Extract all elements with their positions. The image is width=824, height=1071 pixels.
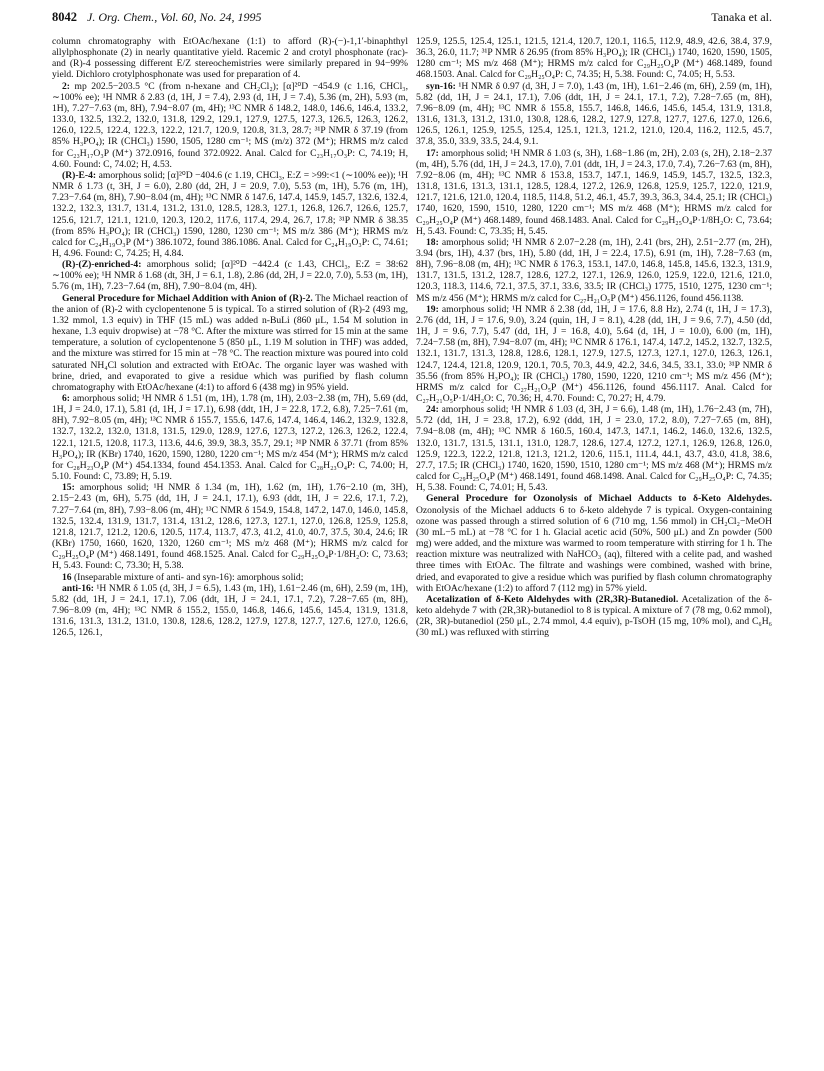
paragraph-text: Ozonolysis of the Michael adducts 6 to δ-keto aldehyde 7 is typical. Oxygen-containing ozone was passed through a stirred solution of 6 (710 mg, 1.56 mmol) in CH₂Cl₂−MeOH (30 mL−5 mL) at −78 °C for 1 h. Glacial acetic acid (50%, 500 μL) and Zn powder (500 mg) were added, and the mixture was warmed to room temperature with stirring for 1 h. The reaction mixture was neutralized with NaHCO₃ (aq), filtered with a celite pad, and washed three times with EtOAc. The filtrate and washings were combined, washed with brine, dried, and evaporated to give a residue which was purified by flash column chromatography with EtOAc/hexane (1:2) to afford 7 (112 mg) in 57% yield. — [416, 504, 772, 594]
run-in-heading: (R)-E-4: — [62, 169, 97, 181]
run-in-heading: 6: — [62, 393, 70, 404]
paragraph-text: amorphous solid; [α]²⁰D −442.4 (c 1.43, CHCl₃, E:Z = 38:62 ∼100% ee); ¹H NMR δ 1.68 (dt, 3H, J = 6.1, 1.8), 2.86 (dd, 2H, J = 22.0, 7.0), 5.53 (m, 1H), 5.76 (m, 1H), 7.23−7.64 (m, 8H), 7.90−8.04 (m, 4H). — [52, 259, 408, 293]
paragraph-text: amorphous solid; ¹H NMR δ 1.03 (d, 3H, J = 6.6), 1.48 (m, 1H), 1.76−2.43 (m, 7H), 5.72 (dd, 1H, J = 23.8, 17.2), 6.92 (ddd, 1H, J = 23.0, 17.2, 8.0), 7.27−7.65 (m, 8H), 7.94−8.08 (m, 4H); ¹³C NMR δ 160.5, 160.4, 147.3, 147.1, 146.2, 146.0, 132.6, 132.5, 132.0, 131.7, 131.5, 131.1, 131.0, 128.7, 128.6, 127.4, 127.2, 127.1, 126.9, 126.8, 126.0, 125.9, 122.3, 122.2, 121.8, 121.3, 121.2, 120.6, 115.1, 111.4, 44.1, 43.7, 43.0, 41.8, 38.6, 27.7, 17.5; IR (CHCl₃) 1740, 1620, 1590, 1510, 1280 cm⁻¹; MS m/z 468 (M⁺); HRMS m/z calcd for C₂₉H₂₅O₄P (M⁺) 468.1491, found 468.1498. Anal. Calcd for C₂₉H₂₅O₄P: C, 74.35; H, 5.38. Found: C, 74.01; H, 5.43. — [416, 404, 772, 494]
run-in-heading: syn-16: — [426, 80, 456, 92]
paragraph-text: ¹H NMR δ 0.97 (d, 3H, J = 7.0), 1.43 (m, 1H), 1.61−2.46 (m, 6H), 2.59 (m, 1H), 5.82 (dd, 1H, J = 24.1, 17.1), 7.06 (ddt, 1H, J = 24.1, 17.1, 7.2), 7.28−7.65 (m, 8H), 7.96−8.09 (m, 4H); ¹³C NMR δ 155.8, 155.7, 146.8, 146.6, 145.6, 145.4, 131.9, 131.8, 131.6, 131.3, 131.2, 131.0, 130.8, 128.6, 128.2, 127.9, 127.8, 127.7, 127.6, 127.0, 126.6, 126.5, 126.1, 125.9, 125.5, 125.4, 125.1, 121.3, 121.2, 121.0, 120.4, 116.2, 112.5, 45.7, 37.8, 35.0, 33.9, 33.5, 24.4, 9.1. — [416, 80, 772, 148]
left-text-column — [52, 36, 408, 638]
paragraph — [416, 493, 772, 593]
run-in-heading: 15: — [62, 482, 75, 494]
run-in-heading: 19: — [426, 303, 439, 315]
paragraph-text: Acetalization of the δ-keto aldehyde 7 with (2R,3R)-butanediol to 8 is typical. A mixture of 7 (78 mg, 0.62 mmol), (2R, 3R)-butanediol (250 μL, 2.74 mmol, 4.4 equiv), p-TsOH (15 mg, 10% mol), and C₆H₆ (30 mL) was refluxed with stirring — [416, 593, 772, 639]
page-number: 8042 — [52, 10, 77, 24]
run-in-heading: Acetalization of δ-Keto Aldehydes with (2R,3R)-Butanediol. — [426, 593, 679, 605]
run-in-heading: 16 — [62, 571, 72, 583]
paragraph-text: amorphous solid; ¹H NMR δ 2.07−2.28 (m, 1H), 2.41 (brs, 2H), 2.51−2.77 (m, 2H), 3.94 (brs, 1H), 4.37 (brs, 1H), 5.80 (dd, 1H, J = 22.4, 17.5), 6.91 (m, 1H), 7.28−7.63 (m, 8H), 7.96−8.08 (m, 4H); ¹³C NMR δ 176.3, 153.1, 147.0, 146.8, 145.8, 145.6, 132.3, 131.9, 131.7, 131.5, 131.2, 128.7, 128.6, 127.2, 127.1, 126.9, 126.0, 125.9, 122.0, 121.6, 121.0, 120.3, 118.3, 114.6, 72.1, 37.5, 37.1, 33.6, 33.5; IR (CHCl₃) 1775, 1510, 1275, 1230 cm⁻¹; MS m/z 456 (M⁺); HRMS m/z calcd for C₂₇H₂₁O₅P (M⁺) 456.1126, found 456.1138. — [416, 236, 772, 304]
run-in-heading: anti-16: — [62, 582, 94, 594]
paragraph — [416, 148, 772, 237]
paragraph — [416, 404, 772, 493]
paragraph — [52, 259, 408, 292]
running-authors: Tanaka et al. — [711, 10, 772, 24]
paragraph — [416, 36, 772, 81]
paragraph-text: ¹H NMR δ 1.05 (d, 3H, J = 6.5), 1.43 (m, 1H), 1.61−2.46 (m, 6H), 2.59 (m, 1H), 5.82 (dd, 1H, J = 24.1, 17.1), 7.06 (ddt, 1H, J = 24.1, 17.1, 7.2), 7.28−7.65 (m, 8H), 7.96−8.09 (m, 4H); ¹³C NMR δ 155.2, 155.0, 146.8, 146.6, 145.6, 145.4, 131.9, 131.8, 131.6, 131.3, 131.2, 131.0, 130.8, 128.6, 128.2, 127.9, 127.8, 127.7, 127.6, 127.0, 126.6, 126.5, 126.1, — [52, 582, 408, 639]
right-text-column — [416, 36, 772, 638]
paragraph-text: column chromatography with EtOAc/hexane (1:1) to afford (R)-(−)-1,1′-binaphthyl allylphosphonate (2) in nearly quantitative yield. Racemic 2 and crotyl phosphonate (rac)- and (R)-4 possessing different E/Z stereochemistries were similarly prepared in 94−99% yield. Dichloro crotylphosphonate was used for preparation of 4. — [52, 36, 408, 81]
paragraph — [416, 304, 772, 404]
paragraph — [52, 583, 408, 639]
paragraph-text: (Inseparable mixture of anti- and syn-16): amorphous solid; — [71, 571, 304, 583]
paragraph-text: mp 202.5−203.5 °C (from n-hexane and CH₂Cl₂); [α]²⁰D −454.9 (c 1.16, CHCl₃, ∼100% ee); ¹H NMR δ 2.83 (d, 1H, J = 7.4), 2.93 (d, 1H, J = 7.4), 5.36 (m, 2H), 5.93 (m, 1H), 7.27−7.63 (m, 8H), 7.94−8.07 (m, 4H); ¹³C NMR δ 148.2, 148.0, 146.6, 146.4, 133.2, 133.0, 132.5, 132.2, 132.0, 131.8, 129.2, 129.1, 127.9, 127.5, 127.3, 126.5, 126.3, 126.2, 126.0, 122.5, 122.4, 122.3, 122.2, 121.7, 120.9, 120.8, 31.3, 28.7; ³¹P NMR δ 37.19 (from 85% H₃PO₄); IR (CHCl₃) 1590, 1505, 1280 cm⁻¹; MS (m/z) 372 (M⁺); HRMS m/z calcd for C₂₃H₁₇O₃P (M⁺) 372.0916, found 372.0922. Anal. Calcd for C₂₃H₁₇O₃P: C, 74.19; H, 4.60. Found: C, 74.02; H, 4.53. — [52, 80, 408, 170]
run-in-heading: 2: — [62, 80, 70, 92]
paragraph-text: amorphous solid; [α]²⁰D −404.6 (c 1.19, CHCl₃, E:Z = >99:<1 (∼100% ee)); ¹H NMR δ 1.73 (t, 3H, J = 6.0), 2.80 (dd, 2H, J = 20.9, 7.0), 5.53 (m, 1H), 5.76 (m, 1H), 7.23−7.64 (m, 8H), 7.90−8.04 (m, 4H); ¹³C NMR δ 147.6, 147.4, 145.9, 145.7, 132.6, 132.4, 132.2, 132.3, 131.7, 131.4, 131.2, 131.0, 128.5, 128.3, 127.1, 126.8, 126.7, 126.6, 125.7, 125.6, 121.7, 121.1, 121.0, 120.3, 120.2, 117.6, 117.4, 29.4, 26.7, 17.8; ³¹P NMR δ 38.35 (from 85% H₃PO₄); IR (CHCl₃) 1590, 1280, 1230 cm⁻¹; MS m/z 386 (M⁺); HRMS m/z calcd for C₂₄H₁₉O₃P (M⁺) 386.1072, found 386.1086. Anal. Calcd for C₂₄H₁₉O₃P: C, 74.61; H, 4.96. Found: C, 74.25; H, 4.84. — [52, 169, 408, 259]
run-in-heading: 24: — [426, 404, 439, 416]
paragraph — [52, 81, 408, 170]
paragraph-text: amorphous solid; ¹H NMR δ 1.34 (m, 1H), 1.62 (m, 1H), 1.76−2.10 (m, 3H), 2.15−2.43 (m, 6H), 5.75 (dd, 1H, J = 24.1, 17.1), 6.93 (ddt, 1H, J = 22.6, 17.1, 7.2), 7.27−7.64 (m, 8H), 7.93−8.06 (m, 4H); ¹³C NMR δ 154.9, 154.8, 147.2, 147.0, 146.0, 145.8, 132.5, 132.4, 131.9, 131.7, 131.4, 131.2, 128.6, 127.3, 127.1, 127.0, 126.8, 125.9, 125.8, 121.8, 121.7, 121.2, 120.6, 120.5, 117.4, 113.7, 47.3, 41.2, 41.0, 40.7, 37.5, 30.4, 24.6; IR (KBr) 1750, 1660, 1620, 1320, 1260 cm⁻¹; MS m/z 468 (M⁺); HRMS m/z calcd for C₂₉H₂₅O₄P (M⁺) 468.1491, found 468.1525. Anal. Calcd for C₂₉H₂₅O₄P·1/8H₂O: C, 73.63; H, 5.43. Found: C, 73.30; H, 5.38. — [52, 482, 408, 572]
paragraph — [52, 482, 408, 571]
run-in-heading: (R)-(Z)-enriched-4: — [62, 259, 142, 271]
paragraph-text: The Michael reaction of the anion of (R)-2 with cyclopentenone 5 is typical. To a stirred solution of (R)-2 (493 mg, 1.32 mmol, 1.3 equiv) in THF (15 mL) was added n-BuLi (860 μL, 1.54 M solution in hexane, 1.3 equiv dropwise) at −78 °C. After the mixture was stirred for 15 min at the same temperature, a solution of cyclopentenone 5 (850 μL, 1.19 M solution in THF) was added, and the mixture was stirred for 15 min at −78 °C. The reaction mixture was poured into cold saturated NH₄Cl solution and extracted with EtOAc. The organic layer was washed with brine, dried, and evaporated to give a residue which was purified by flash column chromatography with EtOAc/hexane (4:1) to afford 6 (438 mg) in 95% yield. — [52, 292, 408, 393]
paragraph — [52, 572, 408, 583]
paragraph — [416, 81, 772, 148]
paragraph — [416, 594, 772, 639]
run-in-heading: General Procedure for Ozonolysis of Michael Adducts to δ-Keto Aldehydes. — [426, 493, 772, 505]
paragraph — [52, 170, 408, 259]
paragraph-text: amorphous solid; ¹H NMR δ 1.51 (m, 1H), 1.78 (m, 1H), 2.03−2.38 (m, 7H), 5.69 (dd, 1H, J = 24.0, 17.1), 5.81 (d, 1H, J = 17.1), 6.98 (ddt, 1H, J = 22.8, 17.2, 6.8), 7.25−7.61 (m, 8H), 7.92−8.05 (m, 4H); ¹³C NMR δ 155.7, 155.6, 147.6, 147.4, 146.4, 146.2, 132.9, 132.8, 132.7, 132.2, 132.0, 131.8, 131.5, 129.0, 128.9, 127.6, 127.3, 127.2, 126.3, 126.2, 122.4, 122.1, 121.5, 120.8, 117.3, 113.6, 44.6, 39.9, 38.3, 35.7, 29.1; ³¹P NMR δ 37.71 (from 85% H₃PO₄); IR (KBr) 1740, 1620, 1590, 1280, 1220 cm⁻¹; MS m/z 454 (M⁺); HRMS m/z calcd for C₂₈H₂₃O₄P (M⁺) 454.1334, found 454.1353. Anal. Calcd for C₂₈H₂₃O₄P: C, 74.00; H, 5.10. Found: C, 73.89; H, 5.19. — [52, 393, 408, 483]
run-in-heading: 17: — [426, 147, 439, 159]
journal-citation: J. Org. Chem., Vol. 60, No. 24, 1995 — [87, 10, 262, 24]
run-in-heading: General Procedure for Michael Addition with Anion of (R)-2. — [62, 292, 313, 304]
running-header — [52, 10, 772, 32]
paragraph — [52, 393, 408, 482]
paragraph-text: amorphous solid; ¹H NMR δ 1.03 (s, 3H), 1.68−1.86 (m, 2H), 2.03 (s, 2H), 2.18−2.37 (m, 4H), 5.76 (dd, 1H, J = 24.3, 17.0), 7.01 (ddt, 1H, J = 24.3, 17.0, 7.4), 7.26−7.63 (m, 8H), 7.92−8.06 (m, 4H); ¹³C NMR δ 153.8, 153.7, 147.1, 146.9, 145.9, 145.7, 132.5, 132.3, 131.8, 131.6, 131.3, 131.1, 128.5, 128.4, 127.2, 126.9, 126.8, 125.9, 125.7, 122.0, 121.9, 121.7, 121.6, 121.0, 120.4, 118.5, 114.8, 51.2, 46.1, 45.7, 39.3, 36.3, 34.4, 25.1; IR (CHCl₃) 1740, 1620, 1590, 1510, 1280, 1220 cm⁻¹; MS m/z 468 (M⁺); HRMS m/z calcd for C₂₉H₂₅O₄P (M⁺) 468.1489, found 468.1483. Anal. Calcd for C₂₉H₂₅O₄P·1/8H₂O: C, 73.64; H, 5.43. Found: C, 73.35; H, 5.45. — [416, 147, 772, 237]
paragraph-text: amorphous solid; ¹H NMR δ 2.38 (dd, 1H, J = 17.6, 8.8 Hz), 2.74 (t, 1H, J = 17.3), 2.76 (dd, 1H, J = 17.6, 9.0), 3.24 (quin, 1H, J = 8.1), 4.28 (dd, 1H, J = 9.6, 7.7), 4.50 (dd, 1H, J = 9.6, 7.7), 5.47 (dd, 1H, J = 16.8, 4.0), 5.64 (d, 1H, J = 10.0), 6.00 (m, 1H), 7.24−7.58 (m, 8H), 7.94−8.07 (m, 4H); ¹³C NMR δ 176.1, 147.4, 147.2, 145.2, 132.7, 132.5, 132.1, 131.7, 131.3, 128.8, 128.6, 128.1, 127.9, 127.5, 127.3, 127.1, 127.0, 126.3, 126.1, 124.7, 124.4, 121.8, 120.9, 120.1, 70.5, 70.3, 44.9, 42.2, 34.6, 34.5, 33.1, 33.0; ³¹P NMR δ 35.56 (from 85% H₃PO₄); IR (CHCl₃) 1780, 1590, 1220, 1210 cm⁻¹; MS m/z 456 (M⁺); HRMS m/z calcd for C₂₇H₂₁O₅P (M⁺) 456.1126, found 456.1117. Anal. Calcd for C₂₇H₂₁O₅P·1/4H₂O: C, 70.36; H, 4.70. Found: C, 70.27; H, 4.79. — [416, 303, 772, 404]
paragraph — [416, 237, 772, 304]
paragraph — [52, 36, 408, 81]
run-in-heading: 18: — [426, 236, 439, 248]
paragraph-text: 125.9, 125.5, 125.4, 125.1, 121.5, 121.4, 120.7, 120.1, 116.5, 112.9, 48.9, 42.6, 38.4, 37.9, 36.3, 26.0, 11.7; ³¹P NMR δ 26.95 (from 85% H₃PO₄); IR (CHCl₃) 1740, 1620, 1590, 1505, 1280 cm⁻¹; MS m/z 468 (M⁺); HRMS m/z calcd for C₂₉H₂₅O₄P (M⁺) 468.1489, found 468.1503. Anal. Calcd for C₂₉H₂₅O₄P: C, 74.35; H, 5.38. Found: C, 74.05; H, 5.53. — [416, 36, 772, 81]
paragraph — [52, 293, 408, 393]
